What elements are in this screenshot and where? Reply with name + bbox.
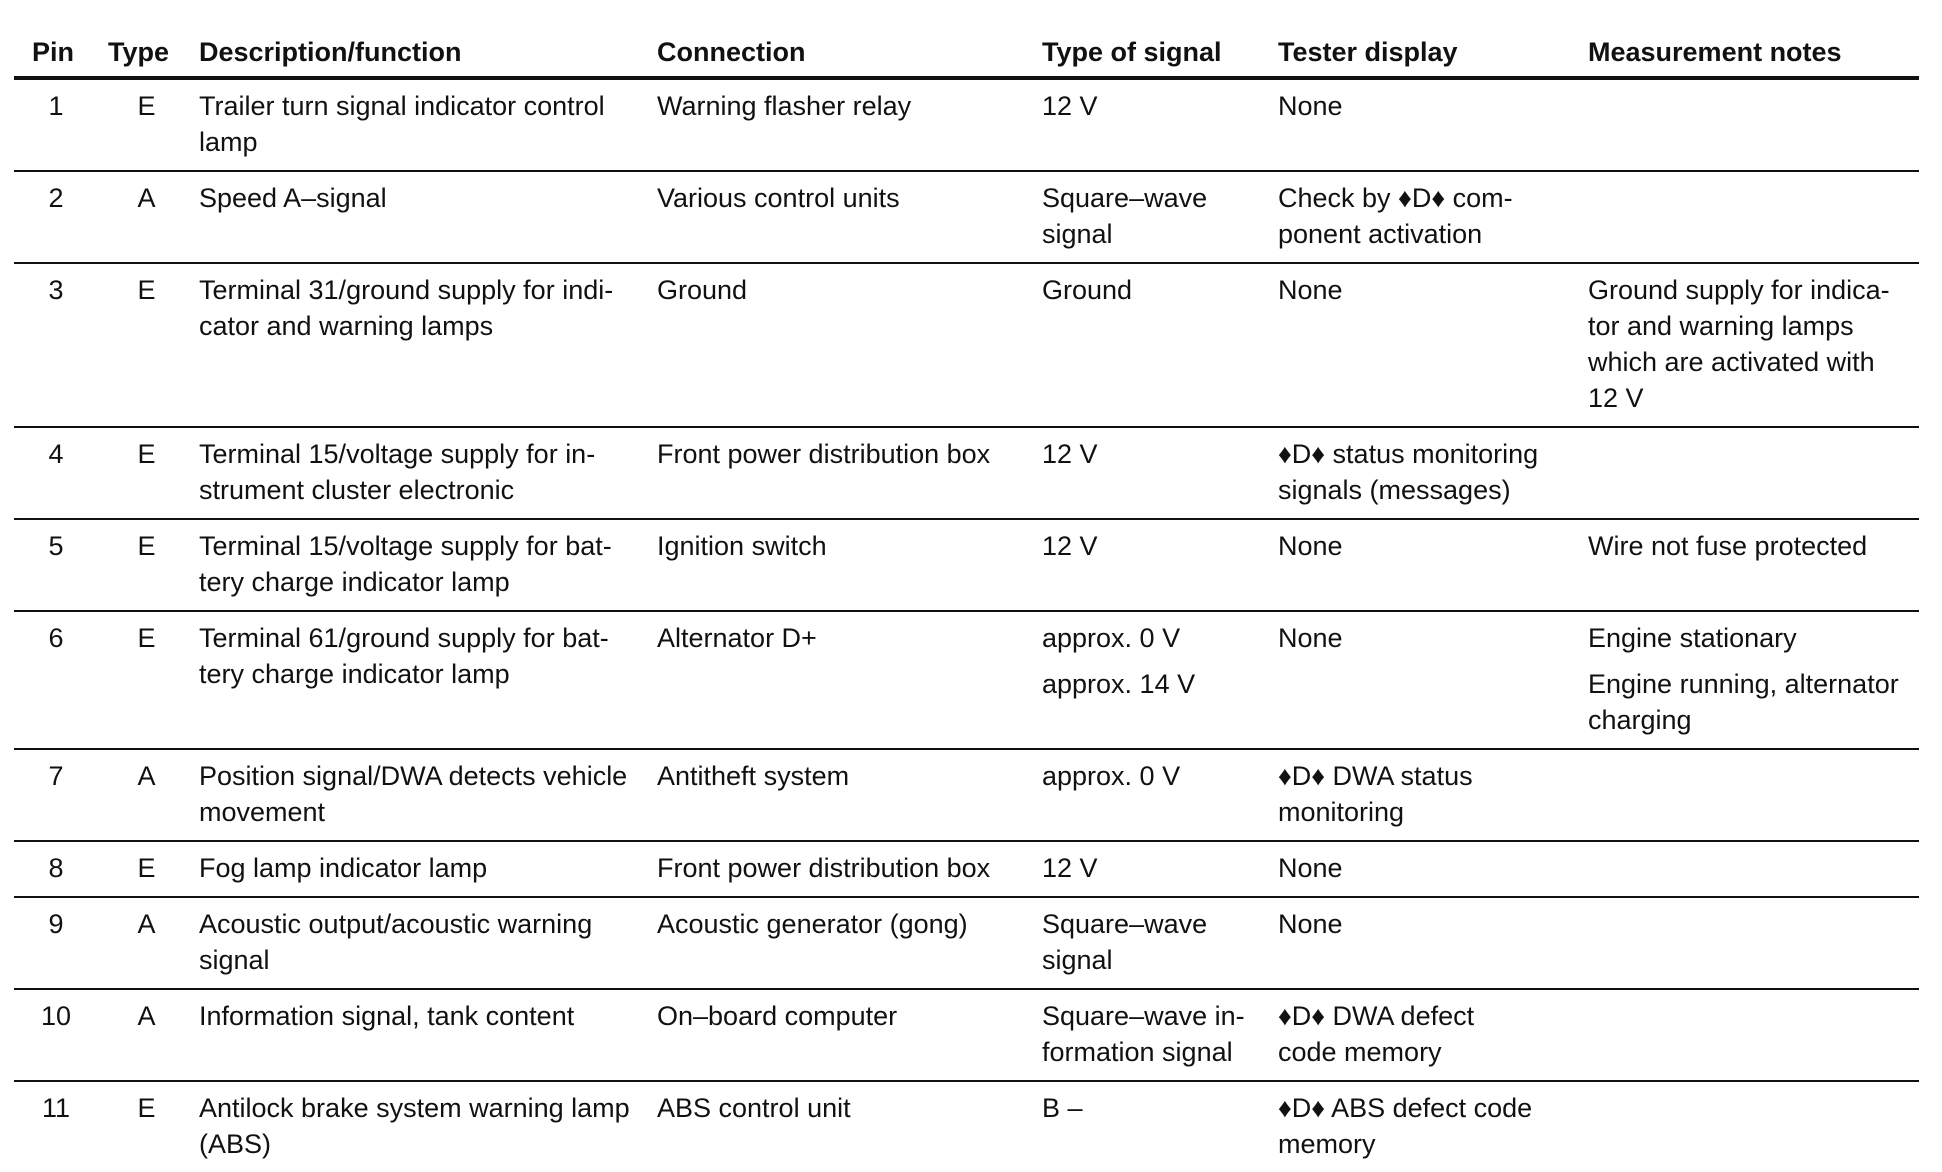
pin-type: E xyxy=(100,841,195,897)
description-cell-line: Terminal 15/voltage supply for in- xyxy=(199,439,596,469)
tester-display-cell-line: None xyxy=(1278,531,1343,561)
table-row xyxy=(14,427,1919,519)
description-cell-line: Terminal 31/ground supply for indi- xyxy=(199,275,614,305)
pin-number: 7 xyxy=(14,749,100,841)
pin-number: 5 xyxy=(14,519,100,611)
header-pin: Pin xyxy=(14,30,100,78)
connection-cell: Ground xyxy=(653,263,1038,427)
tester-display-cell xyxy=(1274,519,1584,611)
pin-number: 3 xyxy=(14,263,100,427)
tester-display-cell-line: ♦D♦ ABS defect code xyxy=(1278,1093,1533,1123)
pin-number: 2 xyxy=(14,171,100,263)
signal-cell xyxy=(1038,1081,1274,1172)
tester-display-cell xyxy=(1274,263,1584,427)
pin-type: E xyxy=(137,1093,156,1123)
tester-display-cell-line: None xyxy=(1278,623,1343,653)
connection-cell: Alternator D+ xyxy=(653,611,1038,749)
signal-cell xyxy=(1038,78,1274,171)
signal-cell xyxy=(1038,897,1274,989)
measurement-notes-cell xyxy=(1584,749,1919,841)
description-cell-line: tery charge indicator lamp xyxy=(199,567,510,597)
pin-type: A xyxy=(100,989,195,1081)
pin-type: E xyxy=(100,78,195,171)
measurement-notes-cell xyxy=(1584,1081,1919,1172)
connection-cell: Various control units xyxy=(653,171,1038,263)
measurement-notes-cell-line: Engine stationary xyxy=(1588,623,1797,653)
signal-cell xyxy=(1038,263,1274,427)
table-row xyxy=(14,1081,1919,1172)
tester-display-cell-line: None xyxy=(1278,909,1343,939)
description-cell-line: Antilock brake system warning lamp xyxy=(199,1093,630,1123)
signal-cell-line: 12 V xyxy=(1042,531,1098,561)
measurement-notes-cell-line: Ground supply for indica- xyxy=(1588,275,1890,305)
description-cell-line: strument cluster electronic xyxy=(199,475,515,505)
signal-cell-line: signal xyxy=(1042,219,1113,249)
header-connection: Connection xyxy=(653,30,1038,78)
description-cell-line: cator and warning lamps xyxy=(199,311,494,341)
signal-cell-line: approx. 0 V xyxy=(1042,761,1181,791)
signal-cell-line: formation signal xyxy=(1042,1037,1233,1067)
pin-type: E xyxy=(100,611,195,749)
description-cell-line: Terminal 61/ground supply for bat- xyxy=(199,623,609,653)
description-cell-line: lamp xyxy=(199,127,258,157)
measurement-notes-cell-line: tor and warning lamps xyxy=(1588,311,1854,341)
pin-type: A xyxy=(100,897,195,989)
description-cell xyxy=(195,611,653,749)
measurement-notes-cell xyxy=(1584,611,1919,749)
connection-cell: Warning flasher relay xyxy=(653,78,1038,171)
table-row xyxy=(14,749,1919,841)
description-cell-line: movement xyxy=(199,797,326,827)
tester-display-cell xyxy=(1274,749,1584,841)
connection-cell: Acoustic generator (gong) xyxy=(653,897,1038,989)
pin-assignment-table xyxy=(14,30,1919,1172)
header-tester-display: Tester display xyxy=(1274,30,1584,78)
signal-cell xyxy=(1038,841,1274,897)
tester-display-cell xyxy=(1274,171,1584,263)
signal-cell-line: B – xyxy=(1042,1093,1083,1123)
pin-type: A xyxy=(100,749,195,841)
measurement-notes-cell-line: Engine running, alternator xyxy=(1588,669,1899,699)
description-cell-line: Information signal, tank content xyxy=(199,1001,575,1031)
tester-display-cell xyxy=(1274,897,1584,989)
description-cell xyxy=(195,78,653,171)
table-row xyxy=(14,78,1919,171)
tester-display-cell-line: None xyxy=(1278,91,1343,121)
signal-cell xyxy=(1038,171,1274,263)
connection-cell: Antitheft system xyxy=(653,749,1038,841)
tester-display-cell-line: ♦D♦ status monitoring xyxy=(1278,439,1539,469)
signal-cell-line: Square–wave xyxy=(1042,909,1208,939)
signal-cell-line: approx. 14 V xyxy=(1042,669,1196,699)
measurement-notes-cell-line: charging xyxy=(1588,705,1692,735)
pin-number: 9 xyxy=(14,897,100,989)
pin-type: E xyxy=(100,519,195,611)
tester-display-cell-line: ponent activation xyxy=(1278,219,1483,249)
pin-type: E xyxy=(100,263,195,427)
tester-display-cell-line: ♦D♦ DWA defect xyxy=(1278,1001,1475,1031)
connection-cell: Front power distribution box xyxy=(653,841,1038,897)
signal-cell-line: 12 V xyxy=(1042,439,1098,469)
pin-type: A xyxy=(100,171,195,263)
description-cell-line: Acoustic output/acoustic warning xyxy=(199,909,593,939)
signal-cell xyxy=(1038,989,1274,1081)
measurement-notes-cell xyxy=(1584,519,1919,611)
measurement-notes-cell-line: Wire not fuse protected xyxy=(1588,531,1868,561)
description-cell xyxy=(195,1081,653,1172)
description-cell-line: Position signal/DWA detects vehicle xyxy=(199,761,628,791)
signal-cell xyxy=(1038,749,1274,841)
table-header-row xyxy=(14,30,1919,78)
measurement-notes-cell xyxy=(1584,989,1919,1081)
header-description: Description/function xyxy=(195,30,653,78)
description-cell xyxy=(195,749,653,841)
table-body xyxy=(14,78,1919,1172)
tester-display-cell-line: Check by ♦D♦ com- xyxy=(1278,183,1513,213)
description-cell-line: Terminal 15/voltage supply for bat- xyxy=(199,531,612,561)
signal-cell-line: 12 V xyxy=(1042,853,1098,883)
table-row xyxy=(14,171,1919,263)
tester-display-cell xyxy=(1274,989,1584,1081)
description-cell-line: Trailer turn signal indicator control xyxy=(199,91,605,121)
table-row xyxy=(14,263,1919,427)
tester-display-cell-line: code memory xyxy=(1278,1037,1442,1067)
description-cell xyxy=(195,897,653,989)
signal-cell-line: Ground xyxy=(1042,275,1133,305)
table-row xyxy=(14,611,1919,749)
signal-cell-line: signal xyxy=(1042,945,1113,975)
measurement-notes-cell xyxy=(1584,171,1919,263)
measurement-notes-cell xyxy=(1584,841,1919,897)
tester-display-cell xyxy=(1274,427,1584,519)
signal-cell xyxy=(1038,611,1274,749)
table-row xyxy=(14,897,1919,989)
description-cell-line: Speed A–signal xyxy=(199,183,387,213)
measurement-notes-cell xyxy=(1584,263,1919,427)
description-cell xyxy=(195,427,653,519)
tester-display-cell-line: signals (messages) xyxy=(1278,475,1511,505)
connection-cell: Front power distribution box xyxy=(653,427,1038,519)
signal-cell-line: Square–wave in- xyxy=(1042,1001,1245,1031)
tester-display-cell xyxy=(1274,1081,1584,1172)
signal-cell-line: Square–wave xyxy=(1042,183,1208,213)
signal-cell xyxy=(1038,427,1274,519)
signal-cell-line: approx. 0 V xyxy=(1042,623,1181,653)
tester-display-cell xyxy=(1274,611,1584,749)
tester-display-cell xyxy=(1274,841,1584,897)
description-cell xyxy=(195,263,653,427)
description-cell xyxy=(195,989,653,1081)
table-row xyxy=(14,519,1919,611)
connection-cell: ABS control unit xyxy=(657,1093,851,1123)
header-measurement-notes: Measurement notes xyxy=(1584,30,1919,78)
table-row xyxy=(14,841,1919,897)
description-cell-line: signal xyxy=(199,945,270,975)
description-cell-line: (ABS) xyxy=(199,1129,272,1159)
pin-number: 6 xyxy=(14,611,100,749)
signal-cell-line: 12 V xyxy=(1042,91,1098,121)
header-signal-type: Type of signal xyxy=(1038,30,1274,78)
tester-display-cell-line: None xyxy=(1278,853,1343,883)
header-type: Type xyxy=(100,30,195,78)
pin-number: 1 xyxy=(14,78,100,171)
connection-cell: On–board computer xyxy=(653,989,1038,1081)
measurement-notes-cell-line: 12 V xyxy=(1588,383,1644,413)
description-cell xyxy=(195,171,653,263)
tester-display-cell-line: memory xyxy=(1278,1129,1376,1159)
measurement-notes-cell xyxy=(1584,897,1919,989)
tester-display-cell xyxy=(1274,78,1584,171)
pin-number: 4 xyxy=(14,427,100,519)
description-cell-line: tery charge indicator lamp xyxy=(199,659,510,689)
measurement-notes-cell-line: which are activated with xyxy=(1588,347,1875,377)
tester-display-cell-line: monitoring xyxy=(1278,797,1405,827)
tester-display-cell-line: None xyxy=(1278,275,1343,305)
connection-cell: Ignition switch xyxy=(653,519,1038,611)
table-row xyxy=(14,989,1919,1081)
measurement-notes-cell xyxy=(1584,427,1919,519)
pin-number: 8 xyxy=(14,841,100,897)
signal-cell xyxy=(1038,519,1274,611)
tester-display-cell-line: ♦D♦ DWA status xyxy=(1278,761,1473,791)
description-cell-line: Fog lamp indicator lamp xyxy=(199,853,488,883)
description-cell xyxy=(195,841,653,897)
pin-type: E xyxy=(100,427,195,519)
measurement-notes-cell xyxy=(1584,78,1919,171)
description-cell xyxy=(195,519,653,611)
pin-number: 11 xyxy=(41,1093,71,1123)
pin-number: 10 xyxy=(14,989,100,1081)
